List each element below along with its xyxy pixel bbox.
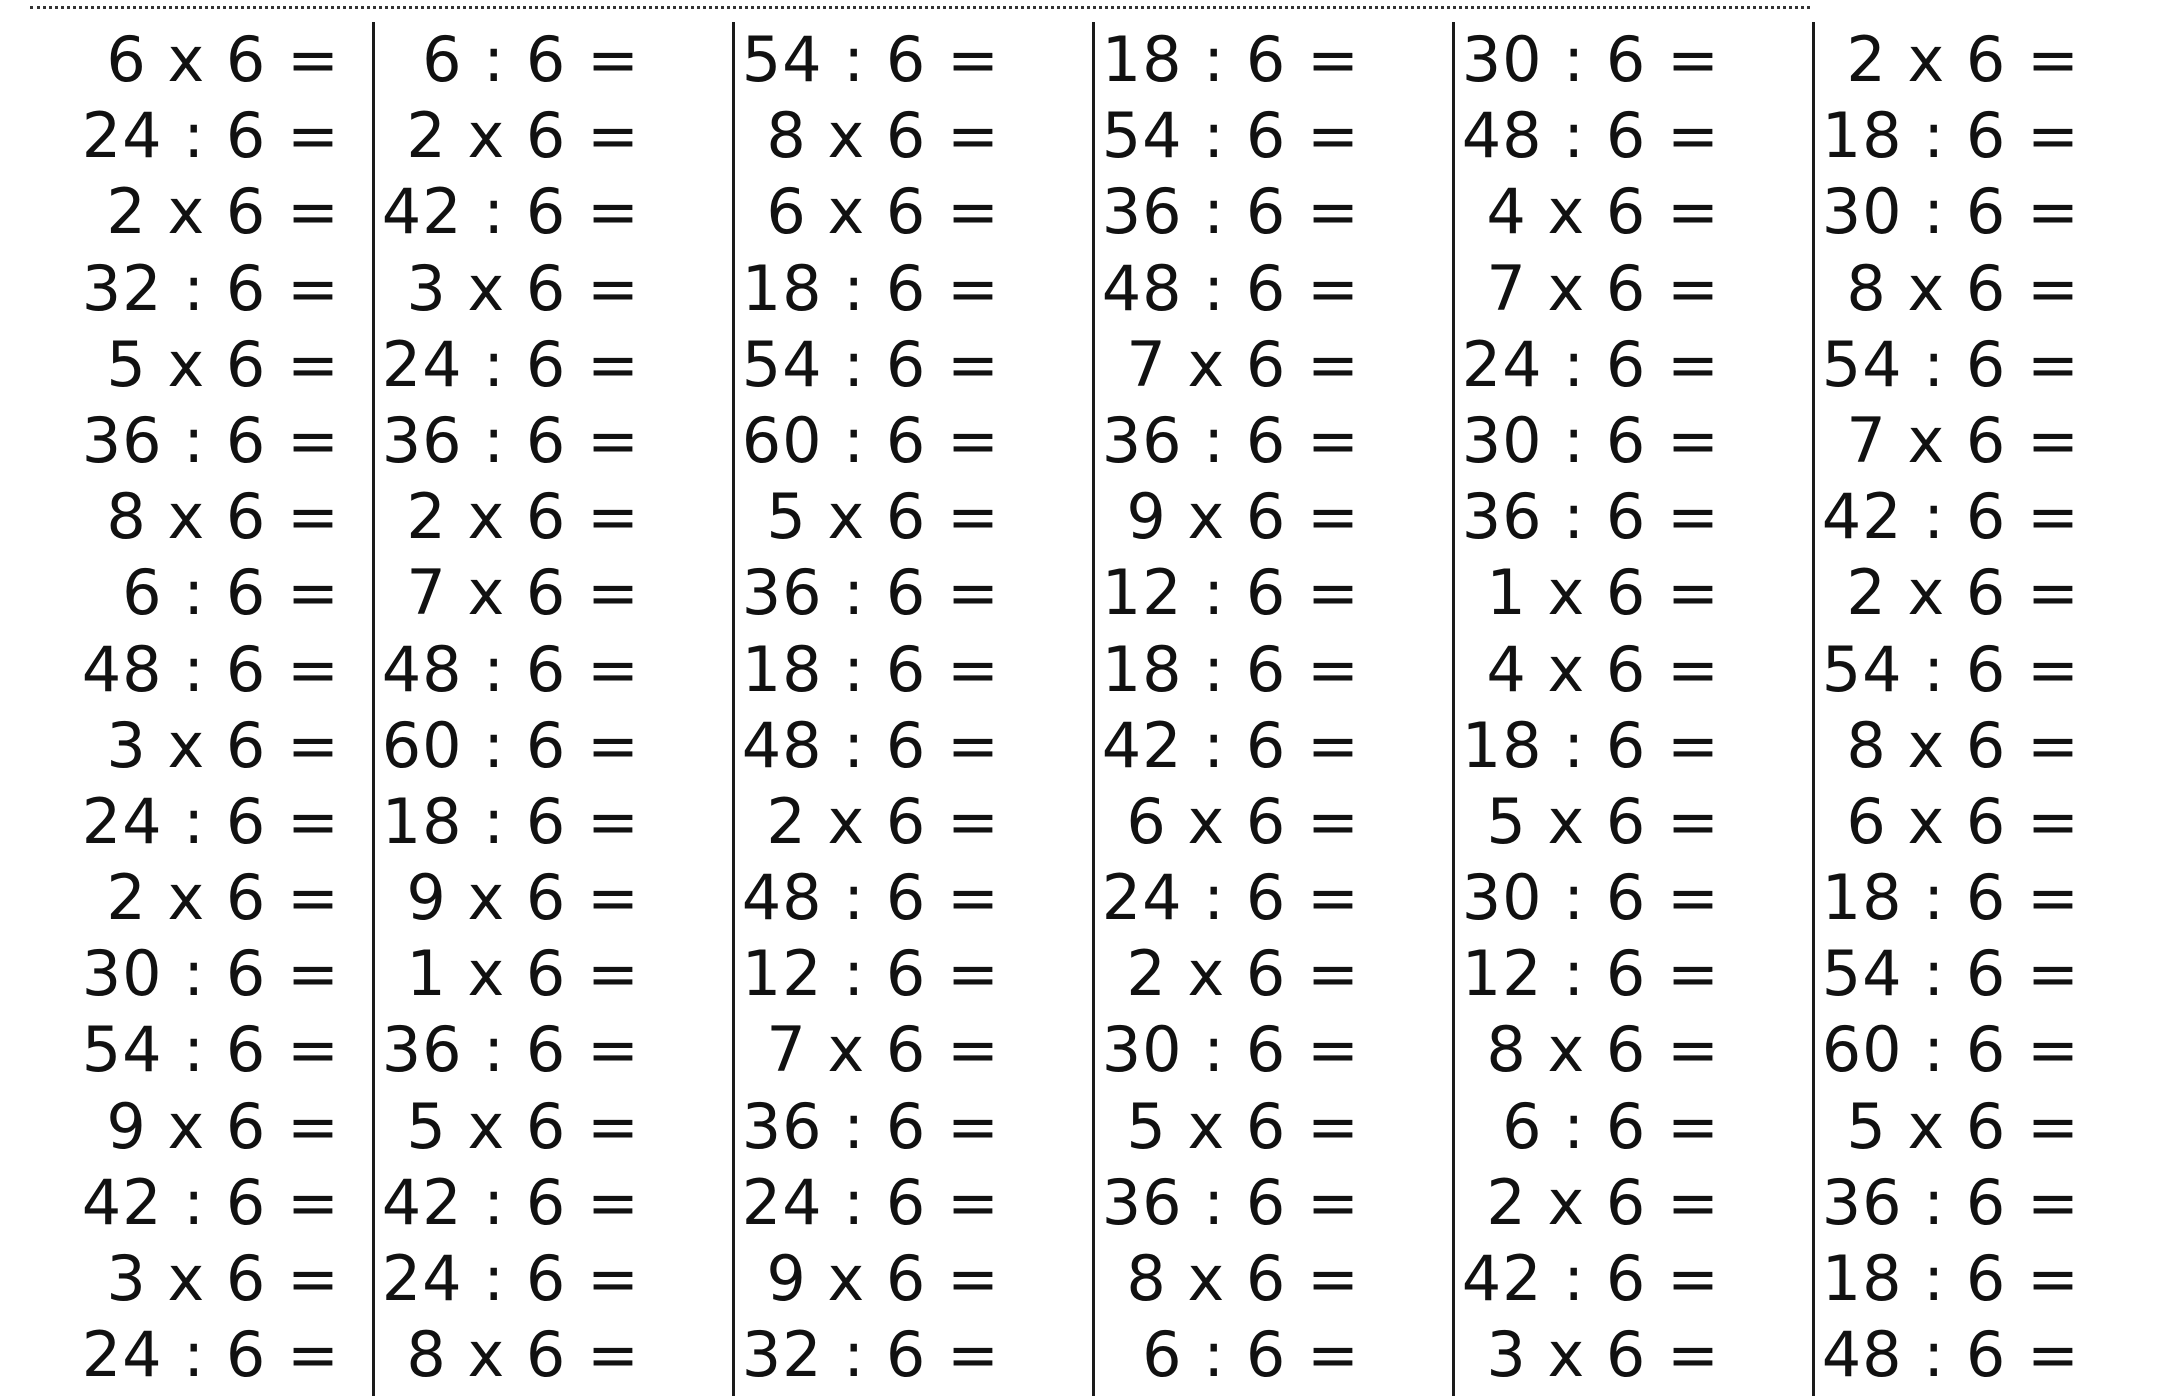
math-problem: 48 : 6 = bbox=[741, 708, 1000, 782]
math-problem: 7 x 6 = bbox=[1486, 251, 1720, 325]
math-problem: 36 : 6 = bbox=[381, 1013, 640, 1087]
math-problem: 42 : 6 = bbox=[1821, 480, 2080, 554]
math-problem: 8 x 6 = bbox=[106, 480, 340, 554]
math-problem: 54 : 6 = bbox=[741, 327, 1000, 401]
problem-column-5 bbox=[1380, 22, 1720, 1393]
math-problem: 2 x 6 = bbox=[1126, 937, 1360, 1011]
math-problem: 18 : 6 = bbox=[1821, 861, 2080, 935]
problem-column-6 bbox=[1740, 22, 2080, 1393]
math-problem: 48 : 6 = bbox=[1821, 1318, 2080, 1392]
math-problem: 4 x 6 = bbox=[1486, 175, 1720, 249]
math-problem: 6 : 6 = bbox=[422, 23, 640, 96]
problem-column-1 bbox=[0, 22, 340, 1393]
math-problem: 5 x 6 = bbox=[106, 327, 340, 401]
math-problem: 4 x 6 = bbox=[1486, 632, 1720, 706]
math-problem: 7 x 6 = bbox=[1846, 403, 2080, 477]
math-problem: 8 x 6 = bbox=[406, 1318, 640, 1392]
problem-column-4 bbox=[1020, 22, 1360, 1393]
math-problem: 1 x 6 = bbox=[1486, 556, 1720, 630]
math-problem: 42 : 6 = bbox=[1461, 1242, 1720, 1315]
math-problem: 36 : 6 = bbox=[81, 403, 340, 477]
math-problem: 5 x 6 = bbox=[406, 1089, 640, 1163]
math-problem: 18 : 6 = bbox=[741, 632, 1000, 706]
math-problem: 60 : 6 = bbox=[381, 708, 640, 782]
math-problem: 32 : 6 = bbox=[741, 1318, 1000, 1392]
math-problem: 24 : 6 = bbox=[81, 99, 340, 173]
math-problem: 9 x 6 = bbox=[106, 1089, 340, 1163]
math-problem: 42 : 6 = bbox=[1101, 708, 1360, 782]
math-problem: 9 x 6 = bbox=[1126, 480, 1360, 554]
math-problem: 30 : 6 = bbox=[1101, 1013, 1360, 1087]
math-problem: 30 : 6 = bbox=[1461, 861, 1720, 935]
math-problem: 2 x 6 = bbox=[1846, 556, 2080, 630]
math-problem: 36 : 6 = bbox=[1101, 175, 1360, 249]
math-problem: 36 : 6 = bbox=[381, 403, 640, 477]
math-problem: 24 : 6 = bbox=[1101, 861, 1360, 935]
math-problem: 2 x 6 = bbox=[106, 175, 340, 249]
math-problem: 6 : 6 = bbox=[122, 556, 340, 630]
math-problem: 7 x 6 = bbox=[406, 556, 640, 630]
math-problem: 32 : 6 = bbox=[81, 251, 340, 325]
math-problem: 60 : 6 = bbox=[1821, 1013, 2080, 1087]
math-problem: 18 : 6 = bbox=[1101, 632, 1360, 706]
math-problem: 2 x 6 = bbox=[1846, 23, 2080, 96]
problem-column-3 bbox=[660, 22, 1000, 1393]
math-problem: 6 : 6 = bbox=[1142, 1318, 1360, 1392]
math-problem: 18 : 6 = bbox=[1461, 708, 1720, 782]
math-problem: 2 x 6 = bbox=[406, 99, 640, 173]
math-problem: 3 x 6 = bbox=[1486, 1318, 1720, 1392]
math-problem: 36 : 6 = bbox=[1101, 1165, 1360, 1239]
math-problem: 30 : 6 = bbox=[1821, 175, 2080, 249]
math-problem: 30 : 6 = bbox=[1461, 23, 1720, 96]
math-problem: 54 : 6 = bbox=[1821, 937, 2080, 1011]
math-problem: 18 : 6 = bbox=[381, 784, 640, 858]
math-problem: 24 : 6 = bbox=[381, 327, 640, 401]
math-problem: 36 : 6 = bbox=[1101, 403, 1360, 477]
math-problem: 6 : 6 = bbox=[1502, 1089, 1720, 1163]
math-problem: 48 : 6 = bbox=[1101, 251, 1360, 325]
math-problem: 2 x 6 = bbox=[406, 480, 640, 554]
math-problem: 24 : 6 = bbox=[1461, 327, 1720, 401]
math-problem: 24 : 6 = bbox=[741, 1165, 1000, 1239]
math-problem: 5 x 6 = bbox=[1846, 1089, 2080, 1163]
math-problem: 1 x 6 = bbox=[406, 937, 640, 1011]
math-problem: 42 : 6 = bbox=[381, 1165, 640, 1239]
math-problem: 2 x 6 = bbox=[766, 784, 1000, 858]
math-problem: 3 x 6 = bbox=[106, 708, 340, 782]
math-problem: 54 : 6 = bbox=[1821, 632, 2080, 706]
math-problem: 42 : 6 = bbox=[381, 175, 640, 249]
math-problem: 36 : 6 = bbox=[741, 1089, 1000, 1163]
problem-column-2 bbox=[300, 22, 640, 1393]
math-problem: 36 : 6 = bbox=[1461, 480, 1720, 554]
math-problem: 48 : 6 = bbox=[81, 632, 340, 706]
math-problem: 7 x 6 = bbox=[1126, 327, 1360, 401]
math-problem: 18 : 6 = bbox=[1101, 23, 1360, 96]
top-dotted-rule bbox=[30, 6, 1810, 9]
math-problem: 8 x 6 = bbox=[1486, 1013, 1720, 1087]
math-problem: 8 x 6 = bbox=[1126, 1242, 1360, 1315]
math-problem: 9 x 6 = bbox=[406, 861, 640, 935]
math-problem: 54 : 6 = bbox=[81, 1013, 340, 1087]
math-problem: 2 x 6 = bbox=[1486, 1165, 1720, 1239]
math-problem: 3 x 6 = bbox=[106, 1242, 340, 1315]
math-problem: 8 x 6 = bbox=[1846, 251, 2080, 325]
math-problem: 6 x 6 = bbox=[1846, 784, 2080, 858]
math-problem: 7 x 6 = bbox=[766, 1013, 1000, 1087]
math-problem: 24 : 6 = bbox=[81, 784, 340, 858]
math-problem: 12 : 6 = bbox=[1461, 937, 1720, 1011]
math-problem: 48 : 6 = bbox=[1461, 99, 1720, 173]
math-problem: 48 : 6 = bbox=[381, 632, 640, 706]
math-problem: 54 : 6 = bbox=[1821, 327, 2080, 401]
math-problem: 30 : 6 = bbox=[81, 937, 340, 1011]
math-problem: 60 : 6 = bbox=[741, 403, 1000, 477]
math-problem: 6 x 6 = bbox=[1126, 784, 1360, 858]
math-problem: 18 : 6 = bbox=[741, 251, 1000, 325]
math-problem: 36 : 6 = bbox=[1821, 1165, 2080, 1239]
math-problem: 6 x 6 = bbox=[106, 23, 340, 96]
math-problem: 5 x 6 = bbox=[766, 480, 1000, 554]
math-problem: 8 x 6 = bbox=[766, 99, 1000, 173]
math-problem: 5 x 6 = bbox=[1126, 1089, 1360, 1163]
math-problem: 42 : 6 = bbox=[81, 1165, 340, 1239]
math-problem: 8 x 6 = bbox=[1846, 708, 2080, 782]
math-problem: 12 : 6 = bbox=[741, 937, 1000, 1011]
math-problem: 54 : 6 = bbox=[1101, 99, 1360, 173]
math-problem: 54 : 6 = bbox=[741, 23, 1000, 96]
math-problem: 3 x 6 = bbox=[406, 251, 640, 325]
math-problem: 24 : 6 = bbox=[81, 1318, 340, 1392]
math-problem: 36 : 6 = bbox=[741, 556, 1000, 630]
math-problem: 18 : 6 = bbox=[1821, 99, 2080, 173]
math-problem: 12 : 6 = bbox=[1101, 556, 1360, 630]
math-problem: 9 x 6 = bbox=[766, 1242, 1000, 1315]
math-problem: 6 x 6 = bbox=[766, 175, 1000, 249]
math-problem: 5 x 6 = bbox=[1486, 784, 1720, 858]
math-problem: 24 : 6 = bbox=[381, 1242, 640, 1315]
math-problem: 2 x 6 = bbox=[106, 861, 340, 935]
math-problem: 18 : 6 = bbox=[1821, 1242, 2080, 1315]
math-problem: 48 : 6 = bbox=[741, 861, 1000, 935]
math-problem: 30 : 6 = bbox=[1461, 403, 1720, 477]
